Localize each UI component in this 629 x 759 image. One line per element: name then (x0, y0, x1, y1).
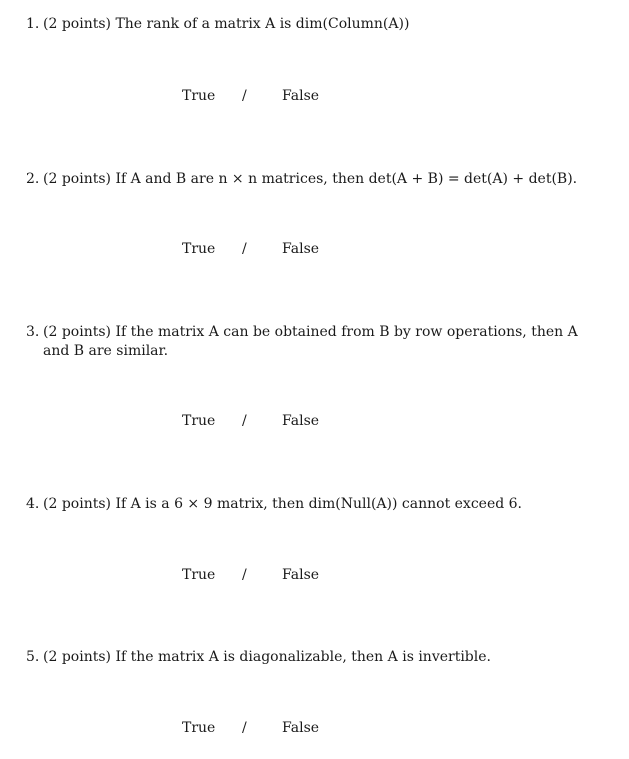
false-option[interactable]: False (282, 567, 320, 583)
question-text: If A and B are n × n matrices, then det(A + B) = det(A) + det(B). (115, 171, 578, 187)
question-text: If the matrix A can be obtained from B by row operations, then A and B are similar. (43, 324, 578, 359)
question-points: (2 points) (43, 649, 111, 665)
question-text: If the matrix A is diagonalizable, then A is invertible. (115, 649, 491, 665)
question-points: (2 points) (43, 324, 111, 340)
question-3 (26, 323, 606, 361)
option-separator: / (242, 413, 247, 429)
option-separator: / (242, 567, 247, 583)
false-option[interactable]: False (282, 88, 320, 104)
false-option[interactable]: False (282, 413, 320, 429)
option-separator: / (242, 720, 247, 736)
question-number: 3. (26, 324, 40, 340)
question-text: The rank of a matrix A is dim(Column(A)) (115, 16, 410, 32)
question-text: If A is a 6 × 9 matrix, then dim(Null(A)) cannot exceed 6. (115, 496, 523, 512)
option-separator: / (242, 88, 247, 104)
question-5 (26, 648, 606, 667)
question-number: 2. (26, 171, 40, 187)
option-separator: / (242, 241, 247, 257)
true-option[interactable]: True (182, 567, 216, 583)
true-option[interactable]: True (182, 241, 216, 257)
question-1 (26, 15, 606, 34)
question-number: 1. (26, 16, 40, 32)
true-option[interactable]: True (182, 88, 216, 104)
question-points: (2 points) (43, 171, 111, 187)
false-option[interactable]: False (282, 241, 320, 257)
true-option[interactable]: True (182, 720, 216, 736)
question-number: 5. (26, 649, 40, 665)
false-option[interactable]: False (282, 720, 320, 736)
question-number: 4. (26, 496, 40, 512)
question-points: (2 points) (43, 496, 111, 512)
true-option[interactable]: True (182, 413, 216, 429)
question-2 (26, 170, 606, 189)
question-4 (26, 495, 606, 514)
question-points: (2 points) (43, 16, 111, 32)
